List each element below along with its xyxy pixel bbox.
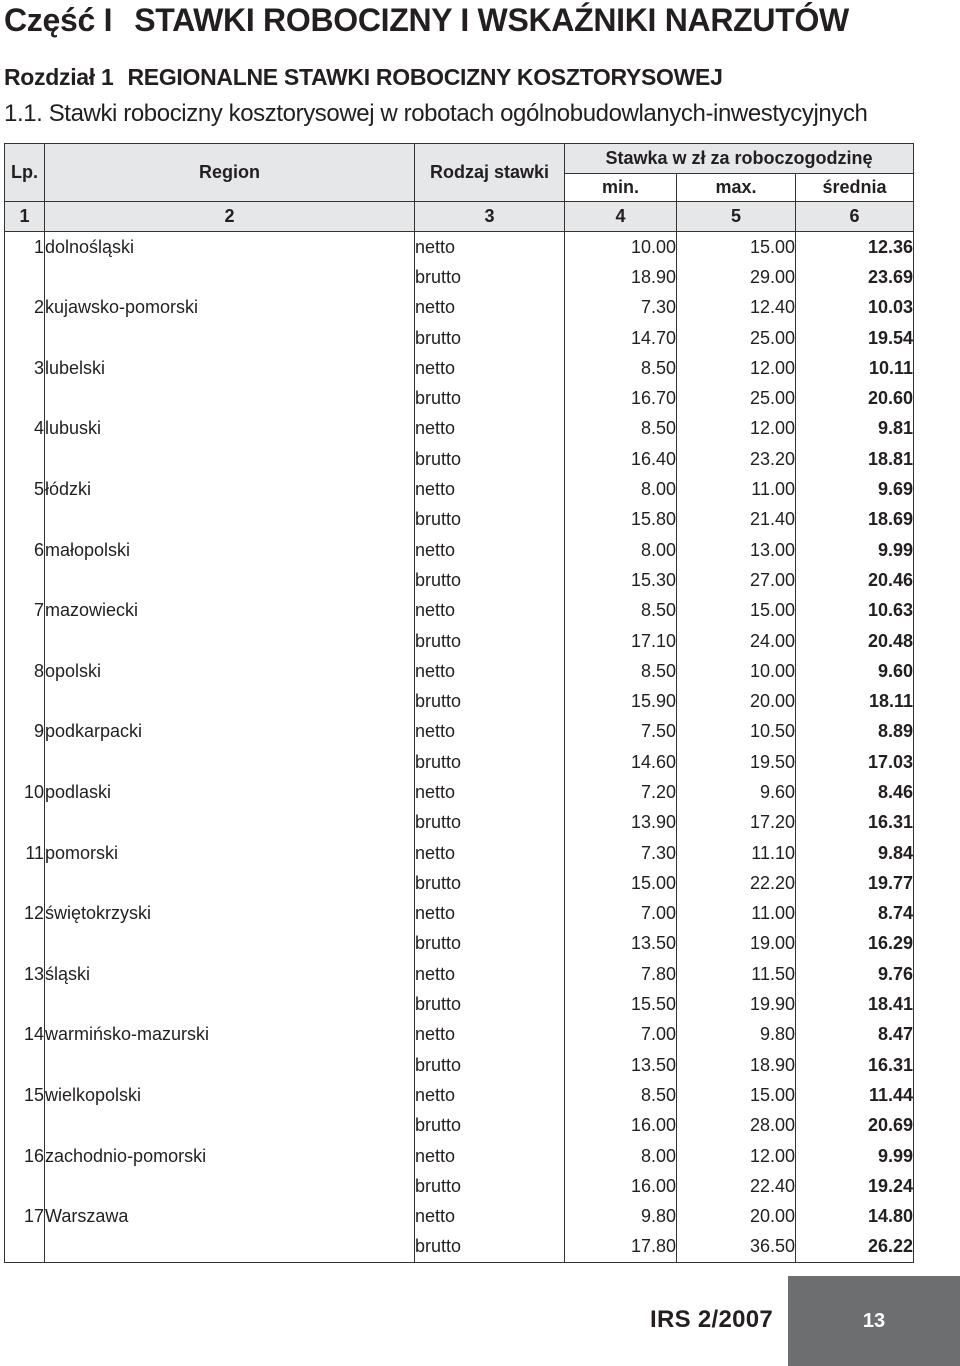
rate-type: netto <box>415 232 565 263</box>
column-number: 6 <box>796 202 914 232</box>
region-name: dolnośląski <box>45 232 415 263</box>
rate-max: 13.00 <box>677 535 796 565</box>
table-row <box>5 808 914 838</box>
table-row <box>5 899 914 929</box>
rate-max: 11.00 <box>677 899 796 929</box>
rate-min: 13.50 <box>565 1050 677 1080</box>
rate-type: brutto <box>415 989 565 1019</box>
rate-min: 15.00 <box>565 868 677 898</box>
row-number <box>5 626 45 656</box>
table-row <box>5 535 914 565</box>
rate-type: netto <box>415 414 565 444</box>
rate-type: netto <box>415 899 565 929</box>
row-number <box>5 808 45 838</box>
region-name <box>45 808 415 838</box>
rate-max: 20.00 <box>677 686 796 716</box>
row-number: 7 <box>5 596 45 626</box>
rate-average: 8.74 <box>796 899 914 929</box>
table-row <box>5 262 914 292</box>
rate-max: 21.40 <box>677 505 796 535</box>
rate-min: 16.00 <box>565 1171 677 1201</box>
rate-average: 20.60 <box>796 383 914 413</box>
region-name <box>45 444 415 474</box>
row-number <box>5 323 45 353</box>
rate-average: 14.80 <box>796 1202 914 1232</box>
rate-max: 36.50 <box>677 1232 796 1263</box>
rate-max: 15.00 <box>677 1080 796 1110</box>
page-number-box <box>788 1276 960 1366</box>
rate-type: netto <box>415 353 565 383</box>
rate-type: netto <box>415 1202 565 1232</box>
row-number: 5 <box>5 474 45 504</box>
region-name: podkarpacki <box>45 717 415 747</box>
rate-max: 19.90 <box>677 989 796 1019</box>
table-row <box>5 414 914 444</box>
region-name <box>45 505 415 535</box>
rate-type: netto <box>415 293 565 323</box>
rate-type: netto <box>415 1080 565 1110</box>
row-number: 12 <box>5 899 45 929</box>
page-number: 13 <box>862 1309 886 1332</box>
rate-type: brutto <box>415 505 565 535</box>
chapter-title: REGIONALNE STAWKI ROBOCIZNY KOSZTORYSOWEJ <box>127 64 723 90</box>
rate-type: netto <box>415 838 565 868</box>
table-row <box>5 1141 914 1171</box>
table-row <box>5 868 914 898</box>
region-name <box>45 686 415 716</box>
rate-average: 18.41 <box>796 989 914 1019</box>
rate-min: 9.80 <box>565 1202 677 1232</box>
rate-type: brutto <box>415 1111 565 1141</box>
rate-max: 23.20 <box>677 444 796 474</box>
rate-type: netto <box>415 1020 565 1050</box>
table-row <box>5 1080 914 1110</box>
rate-max: 11.00 <box>677 474 796 504</box>
rate-max: 11.50 <box>677 959 796 989</box>
table-row <box>5 1111 914 1141</box>
table-row <box>5 717 914 747</box>
rate-type: netto <box>415 656 565 686</box>
header-min: min. <box>565 174 677 202</box>
rate-min: 15.90 <box>565 686 677 716</box>
rate-average: 9.69 <box>796 474 914 504</box>
rate-average: 16.29 <box>796 929 914 959</box>
row-number: 1 <box>5 232 45 263</box>
rate-type: brutto <box>415 929 565 959</box>
rate-max: 24.00 <box>677 626 796 656</box>
rate-min: 8.50 <box>565 353 677 383</box>
table-row <box>5 474 914 504</box>
rate-max: 28.00 <box>677 1111 796 1141</box>
rate-type: brutto <box>415 323 565 353</box>
table-row <box>5 777 914 807</box>
column-number: 4 <box>565 202 677 232</box>
region-name <box>45 626 415 656</box>
table-row <box>5 1202 914 1232</box>
header-lp: Lp. <box>5 144 45 202</box>
part-label: Część I <box>4 2 113 38</box>
row-number: 11 <box>5 838 45 868</box>
rate-min: 16.70 <box>565 383 677 413</box>
table-row <box>5 1171 914 1201</box>
row-number <box>5 868 45 898</box>
row-number: 9 <box>5 717 45 747</box>
row-number: 15 <box>5 1080 45 1110</box>
rates-table <box>4 143 914 1263</box>
region-name <box>45 1171 415 1201</box>
rate-min: 13.50 <box>565 929 677 959</box>
rate-min: 7.00 <box>565 1020 677 1050</box>
rate-max: 17.20 <box>677 808 796 838</box>
rate-type: netto <box>415 1141 565 1171</box>
rate-type: brutto <box>415 1232 565 1263</box>
table-row <box>5 444 914 474</box>
column-number: 2 <box>45 202 415 232</box>
region-name: wielkopolski <box>45 1080 415 1110</box>
header-rate-group: Stawka w zł za roboczogodzinę <box>565 144 914 174</box>
region-name <box>45 1111 415 1141</box>
row-number <box>5 1050 45 1080</box>
region-name <box>45 989 415 1019</box>
rate-average: 19.24 <box>796 1171 914 1201</box>
table-row <box>5 747 914 777</box>
rate-type: brutto <box>415 747 565 777</box>
rate-min: 8.50 <box>565 656 677 686</box>
row-number: 10 <box>5 777 45 807</box>
rate-average: 26.22 <box>796 1232 914 1263</box>
rate-max: 12.00 <box>677 1141 796 1171</box>
rate-max: 27.00 <box>677 565 796 595</box>
rate-type: netto <box>415 777 565 807</box>
table-row <box>5 505 914 535</box>
rate-average: 19.77 <box>796 868 914 898</box>
section-heading: 1.1. Stawki robocizny kosztorysowej w robotach ogólnobudowlanych-inwestycyjnych <box>4 100 868 127</box>
rate-max: 19.00 <box>677 929 796 959</box>
rate-type: netto <box>415 959 565 989</box>
row-number <box>5 444 45 474</box>
row-number: 14 <box>5 1020 45 1050</box>
rate-min: 8.00 <box>565 474 677 504</box>
rate-type: brutto <box>415 626 565 656</box>
region-name: podlaski <box>45 777 415 807</box>
row-number <box>5 565 45 595</box>
rate-max: 25.00 <box>677 323 796 353</box>
row-number: 8 <box>5 656 45 686</box>
region-name: śląski <box>45 959 415 989</box>
column-number-row <box>5 202 914 232</box>
rate-type: brutto <box>415 868 565 898</box>
rate-min: 8.50 <box>565 414 677 444</box>
column-number: 1 <box>5 202 45 232</box>
rate-average: 18.81 <box>796 444 914 474</box>
rate-max: 18.90 <box>677 1050 796 1080</box>
rate-average: 9.81 <box>796 414 914 444</box>
rate-max: 12.00 <box>677 353 796 383</box>
table-row <box>5 929 914 959</box>
rate-average: 23.69 <box>796 262 914 292</box>
rate-average: 10.11 <box>796 353 914 383</box>
region-name: opolski <box>45 656 415 686</box>
rate-average: 16.31 <box>796 1050 914 1080</box>
rate-min: 7.30 <box>565 293 677 323</box>
rate-max: 15.00 <box>677 596 796 626</box>
region-name: Warszawa <box>45 1202 415 1232</box>
rate-average: 20.46 <box>796 565 914 595</box>
header-rate-type: Rodzaj stawki <box>415 144 565 202</box>
row-number: 17 <box>5 1202 45 1232</box>
row-number <box>5 1171 45 1201</box>
rate-max: 9.80 <box>677 1020 796 1050</box>
rate-average: 8.46 <box>796 777 914 807</box>
rate-max: 12.00 <box>677 414 796 444</box>
rate-min: 10.00 <box>565 232 677 263</box>
rate-average: 19.54 <box>796 323 914 353</box>
region-name <box>45 929 415 959</box>
rate-min: 16.00 <box>565 1111 677 1141</box>
row-number <box>5 989 45 1019</box>
part-title: STAWKI ROBOCIZNY I WSKAŹNIKI NARZUTÓW <box>134 2 849 38</box>
table-row <box>5 1050 914 1080</box>
rate-min: 8.00 <box>565 1141 677 1171</box>
table-row <box>5 1020 914 1050</box>
rate-max: 29.00 <box>677 262 796 292</box>
row-number: 6 <box>5 535 45 565</box>
region-name: małopolski <box>45 535 415 565</box>
row-number <box>5 686 45 716</box>
rate-average: 11.44 <box>796 1080 914 1110</box>
rate-average: 18.69 <box>796 505 914 535</box>
table-row <box>5 323 914 353</box>
row-number <box>5 1232 45 1263</box>
rate-min: 14.60 <box>565 747 677 777</box>
rate-min: 16.40 <box>565 444 677 474</box>
column-number: 3 <box>415 202 565 232</box>
region-name <box>45 1050 415 1080</box>
region-name <box>45 565 415 595</box>
rate-max: 25.00 <box>677 383 796 413</box>
rate-average: 8.47 <box>796 1020 914 1050</box>
row-number <box>5 262 45 292</box>
rate-min: 8.50 <box>565 596 677 626</box>
region-name: łódzki <box>45 474 415 504</box>
rate-max: 12.40 <box>677 293 796 323</box>
chapter-heading <box>4 64 723 91</box>
rate-type: brutto <box>415 444 565 474</box>
header-region: Region <box>45 144 415 202</box>
rate-max: 22.20 <box>677 868 796 898</box>
region-name: warmińsko-mazurski <box>45 1020 415 1050</box>
rate-average: 8.89 <box>796 717 914 747</box>
rate-min: 8.50 <box>565 1080 677 1110</box>
table-header <box>5 144 914 232</box>
rate-max: 11.10 <box>677 838 796 868</box>
region-name <box>45 1232 415 1263</box>
header-max: max. <box>677 174 796 202</box>
table-body <box>5 232 914 1263</box>
rate-average: 16.31 <box>796 808 914 838</box>
rate-min: 8.00 <box>565 535 677 565</box>
rate-type: brutto <box>415 808 565 838</box>
table-row <box>5 686 914 716</box>
rate-max: 15.00 <box>677 232 796 263</box>
rate-type: netto <box>415 717 565 747</box>
rate-average: 9.60 <box>796 656 914 686</box>
rate-max: 22.40 <box>677 1171 796 1201</box>
table-row <box>5 353 914 383</box>
region-name: mazowiecki <box>45 596 415 626</box>
table-row <box>5 656 914 686</box>
rate-type: brutto <box>415 262 565 292</box>
row-number: 2 <box>5 293 45 323</box>
header-average: średnia <box>796 174 914 202</box>
rate-type: netto <box>415 596 565 626</box>
rate-average: 9.76 <box>796 959 914 989</box>
rate-min: 7.50 <box>565 717 677 747</box>
rate-average: 12.36 <box>796 232 914 263</box>
rate-average: 17.03 <box>796 747 914 777</box>
region-name <box>45 747 415 777</box>
rate-type: netto <box>415 474 565 504</box>
region-name <box>45 262 415 292</box>
rate-min: 18.90 <box>565 262 677 292</box>
table-row <box>5 1232 914 1263</box>
table-row <box>5 989 914 1019</box>
rate-type: brutto <box>415 1171 565 1201</box>
rate-max: 10.50 <box>677 717 796 747</box>
rate-type: brutto <box>415 565 565 595</box>
rate-min: 14.70 <box>565 323 677 353</box>
rate-type: brutto <box>415 686 565 716</box>
rate-min: 15.50 <box>565 989 677 1019</box>
rate-min: 7.20 <box>565 777 677 807</box>
region-name <box>45 868 415 898</box>
rate-average: 20.48 <box>796 626 914 656</box>
row-number <box>5 929 45 959</box>
table-row <box>5 596 914 626</box>
region-name: zachodnio-pomorski <box>45 1141 415 1171</box>
rate-min: 15.30 <box>565 565 677 595</box>
chapter-number: Rozdział 1 <box>4 64 114 90</box>
rate-max: 19.50 <box>677 747 796 777</box>
region-name: kujawsko-pomorski <box>45 293 415 323</box>
rate-average: 18.11 <box>796 686 914 716</box>
region-name: lubelski <box>45 353 415 383</box>
region-name: pomorski <box>45 838 415 868</box>
row-number <box>5 505 45 535</box>
rate-average: 9.99 <box>796 535 914 565</box>
column-number: 5 <box>677 202 796 232</box>
table-row <box>5 626 914 656</box>
rate-max: 9.60 <box>677 777 796 807</box>
rate-min: 17.80 <box>565 1232 677 1263</box>
rate-average: 10.63 <box>796 596 914 626</box>
region-name: świętokrzyski <box>45 899 415 929</box>
table-row <box>5 293 914 323</box>
row-number: 13 <box>5 959 45 989</box>
table-row <box>5 383 914 413</box>
rate-min: 7.30 <box>565 838 677 868</box>
rate-min: 7.80 <box>565 959 677 989</box>
rate-type: netto <box>415 535 565 565</box>
region-name: lubuski <box>45 414 415 444</box>
rate-max: 10.00 <box>677 656 796 686</box>
region-name <box>45 383 415 413</box>
rate-max: 20.00 <box>677 1202 796 1232</box>
rate-min: 7.00 <box>565 899 677 929</box>
rate-type: brutto <box>415 1050 565 1080</box>
rate-average: 9.84 <box>796 838 914 868</box>
publication-label: IRS 2/2007 <box>650 1306 774 1333</box>
rate-min: 13.90 <box>565 808 677 838</box>
region-name <box>45 323 415 353</box>
rate-type: brutto <box>415 383 565 413</box>
row-number: 4 <box>5 414 45 444</box>
rate-average: 10.03 <box>796 293 914 323</box>
rate-min: 15.80 <box>565 505 677 535</box>
row-number: 3 <box>5 353 45 383</box>
rate-min: 17.10 <box>565 626 677 656</box>
table-row <box>5 565 914 595</box>
rate-average: 9.99 <box>796 1141 914 1171</box>
rate-average: 20.69 <box>796 1111 914 1141</box>
page-title <box>4 2 849 39</box>
row-number <box>5 747 45 777</box>
table-row <box>5 959 914 989</box>
row-number <box>5 383 45 413</box>
row-number: 16 <box>5 1141 45 1171</box>
table-row <box>5 838 914 868</box>
row-number <box>5 1111 45 1141</box>
table-row <box>5 232 914 263</box>
